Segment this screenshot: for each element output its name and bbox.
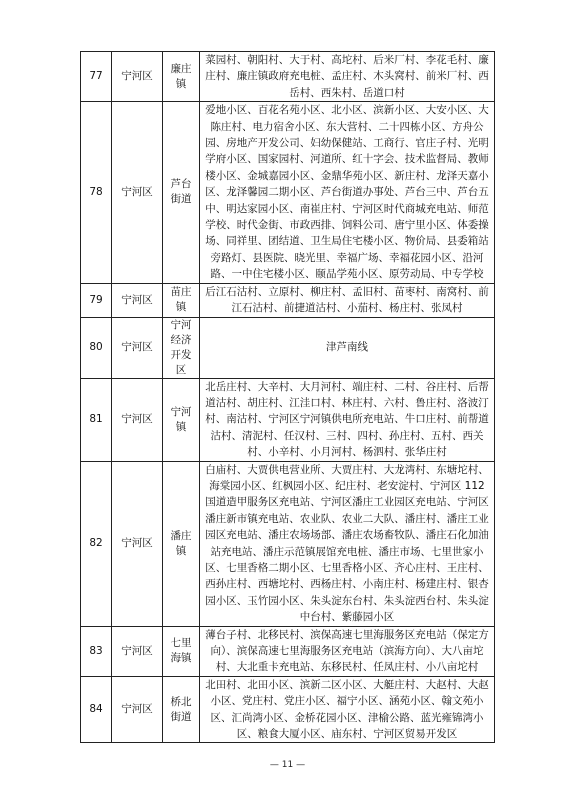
- town-cell: 潘庄镇: [163, 461, 200, 626]
- location-list-cell: 白庙村、大贾供电营业所、大贾庄村、大龙湾村、东塘坨村、海棠园小区、红枫园小区、纪庄村、老安淀村、宁河区 112 国道造甲服务区充电站、宁河区潘庄工业园区充电站、宁河区潘庄新市镇充电站、农业队、农业二大队、潘庄村、潘庄工业园区充电站、潘庄农场场部、潘庄农场畜牧队、潘庄石化加油站充电站、潘庄示范镇展馆充电桩、潘庄市场、七里世家小区、七里香格二期小区、七里香格小区、齐心庄村、王庄村、西孙庄村、西塘坨村、西杨庄村、小南庄村、杨建庄村、银杏园小区、玉竹园小区、朱头淀东台村、朱头淀西台村、朱头淀中台村、紫藤园小区: [200, 461, 495, 626]
- location-list-cell: 津芦南线: [200, 317, 495, 378]
- row-number-cell: 81: [81, 378, 112, 461]
- row-number-cell: 79: [81, 283, 112, 317]
- table-body: [81, 52, 495, 743]
- district-cell: 宁河区: [112, 102, 163, 283]
- town-cell: 苗庄镇: [163, 283, 200, 317]
- town-cell: 桥北街道: [163, 676, 200, 743]
- location-list-cell: 薄台子村、北移民村、滨保高速七里海服务区充电站（保定方向）、滨保高速七里海服务区充电站（滨海方向）、大八亩坨村、大北重卡充电站、东移民村、任凤庄村、小八亩坨村: [200, 626, 495, 676]
- row-number-cell: 83: [81, 626, 112, 676]
- row-number-cell: 82: [81, 461, 112, 626]
- town-cell: 宁河经济开发区: [163, 317, 200, 378]
- row-number-cell: 80: [81, 317, 112, 378]
- district-cell: 宁河区: [112, 676, 163, 743]
- location-list-cell: 爱地小区、百花名苑小区、北小区、滨新小区、大安小区、大陈庄村、电力宿舍小区、东大营村、二十四栋小区、方舟公园、房地产开发公司、妇幼保健站、工商行、官庄子村、光明学府小区、国家园村、河道所、红十字会、技术监督局、教师楼小区、金城嘉园小区、金鼎华苑小区、新庄村、龙泽天嘉小区、龙泽馨园二期小区、芦台街道办事处、芦台三中、芦台五中、明达家园小区、南崔庄村、宁河区时代商城充电站、师范学校、时代金街、市政西排、饲料公司、唐宁里小区、体委操场、同祥里、团结道、卫生局住宅楼小区、物价局、县委箱站旁路灯、县医院、晓光里、幸福广场、幸福花园小区、沿河路、一中住宅楼小区、颐品学苑小区、原劳动局、中专学校: [200, 102, 495, 283]
- town-cell: 宁河镇: [163, 378, 200, 461]
- page-number: — 11 —: [269, 760, 306, 770]
- town-cell: 芦台街道: [163, 102, 200, 283]
- district-cell: 宁河区: [112, 626, 163, 676]
- table-row: [81, 283, 495, 317]
- district-cell: 宁河区: [112, 283, 163, 317]
- district-cell: 宁河区: [112, 461, 163, 626]
- charging-station-table: [80, 51, 495, 743]
- row-number-cell: 78: [81, 102, 112, 283]
- location-list-cell: 北田村、北田小区、滨新二区小区、大艇庄村、大赵村、大赵小区、党庄村、党庄小区、福宁小区、涵苑小区、翰文苑小区、汇尚湾小区、金桥花园小区、津榆公路、蓝光雍锦湾小区、粮食大厦小区、庙东村、宁河区贸易开发区: [200, 676, 495, 743]
- district-cell: 宁河区: [112, 317, 163, 378]
- district-cell: 宁河区: [112, 378, 163, 461]
- town-cell: 廉庄镇: [163, 52, 200, 102]
- town-cell: 七里海镇: [163, 626, 200, 676]
- table-row: [81, 52, 495, 102]
- location-list-cell: 北岳庄村、大辛村、大月河村、端庄村、二村、谷庄村、后帮道沽村、胡庄村、江洼口村、林庄村、六村、鲁庄村、洛波汀村、南沽村、宁河区宁河镇供电所充电站、牛口庄村、前帮道沽村、清泥村、任汉村、三村、四村、孙庄村、五村、西关村、小辛村、小月河村、杨泗村、张华庄村: [200, 378, 495, 461]
- row-number-cell: 84: [81, 676, 112, 743]
- table-row: [81, 102, 495, 283]
- table-row: [81, 378, 495, 461]
- table-row: [81, 317, 495, 378]
- table-row: [81, 676, 495, 743]
- district-cell: 宁河区: [112, 52, 163, 102]
- location-list-cell: 菜园村、朝阳村、大于村、高坨村、后米厂村、李花毛村、廉庄村、廉庄镇政府充电桩、孟庄村、木头窝村、前米厂村、西岳村、西朱村、岳道口村: [200, 52, 495, 102]
- location-list-cell: 后江石沽村、立原村、柳庄村、孟旧村、苗枣村、南窝村、前江石沽村、前捷道沽村、小茄村、杨庄村、张凤村: [200, 283, 495, 317]
- table-row: [81, 461, 495, 626]
- table-row: [81, 626, 495, 676]
- row-number-cell: 77: [81, 52, 112, 102]
